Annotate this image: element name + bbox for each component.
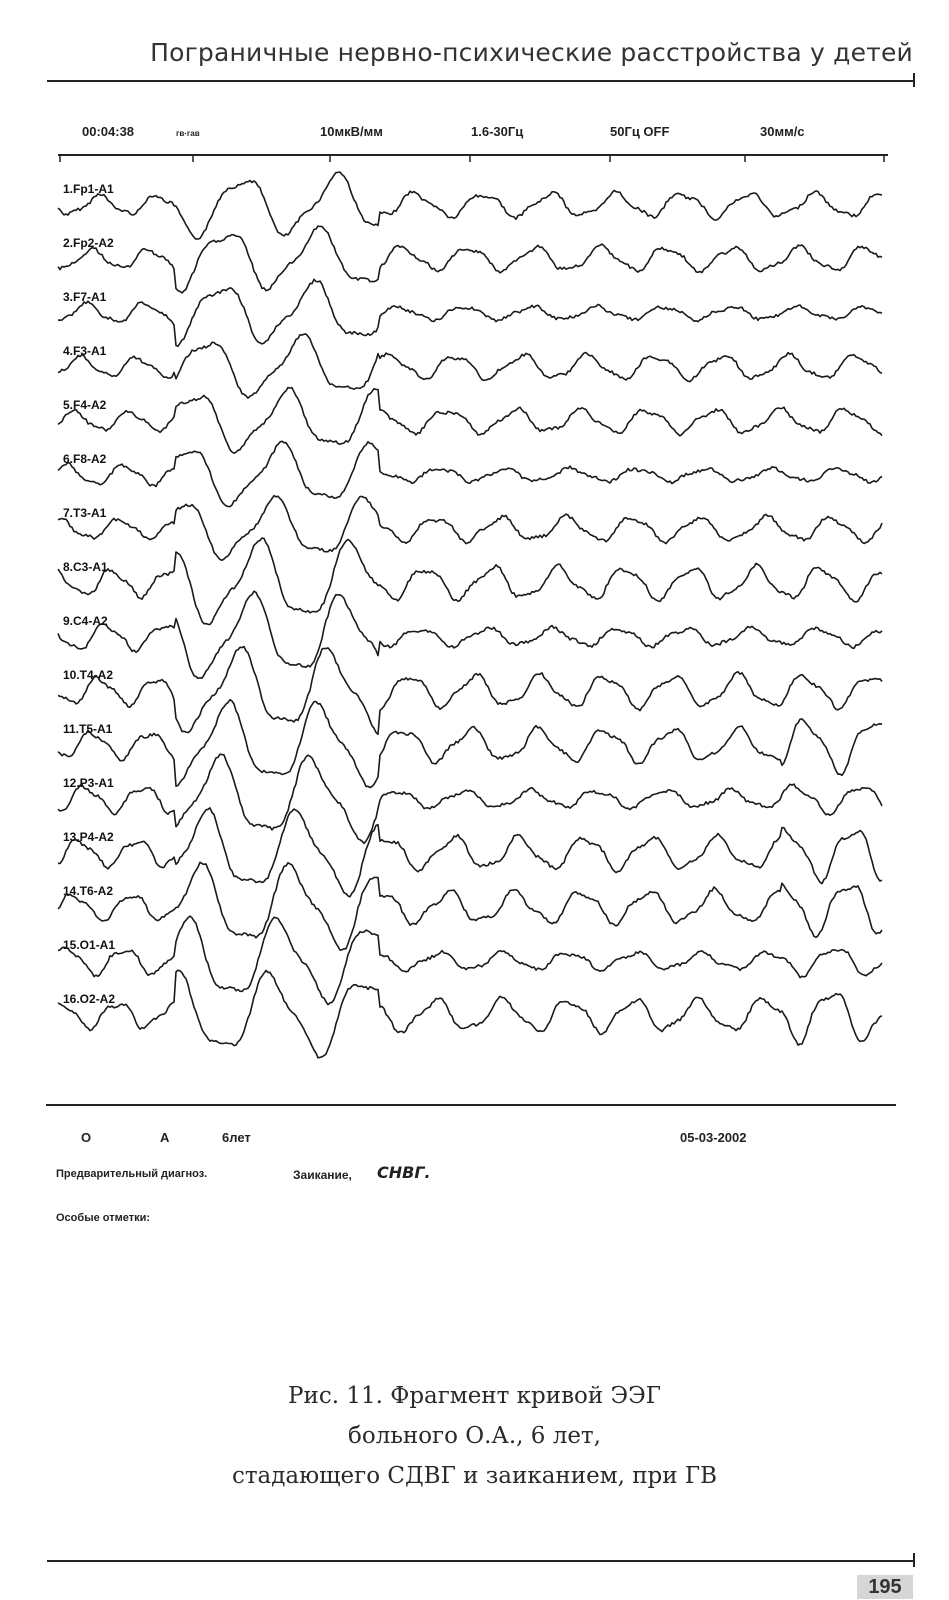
mark-age: 6лет (222, 1130, 251, 1145)
channel-label-11: 11.T5-A1 (63, 722, 113, 736)
eeg-time-ticks (60, 155, 884, 162)
eeg-trace-15 (58, 916, 882, 1005)
eeg-trace-13 (58, 808, 882, 897)
eeg-trace-10 (58, 647, 882, 735)
channel-label-4: 4.F3-A1 (63, 344, 107, 358)
mark-a: А (160, 1130, 170, 1145)
caption-line-3: стадающего СДВГ и заиканием, при ГВ (231, 1463, 718, 1489)
diagnosis-handwritten: СНВГ. (377, 1163, 431, 1182)
eeg-notch: 50Гц OFF (610, 124, 670, 139)
eeg-trace-3 (58, 279, 882, 346)
eeg-trace-4 (58, 334, 882, 398)
eeg-trace-16 (58, 970, 882, 1058)
eeg-mode: гв·гав (176, 129, 200, 138)
page-number: 195 (857, 1575, 913, 1599)
channel-label-16: 16.O2-A2 (63, 992, 116, 1006)
channel-label-10: 10.T4-A2 (63, 668, 114, 682)
eeg-filter: 1.6-30Гц (471, 124, 524, 139)
eeg-trace-14 (58, 862, 882, 950)
eeg-trace-5 (58, 388, 882, 454)
channel-label-14: 14.T6-A2 (63, 884, 114, 898)
footer-rule-tick (913, 1553, 915, 1567)
diagnosis-value: Заикание, (293, 1168, 352, 1182)
eeg-sensitivity: 10мкВ/мм (320, 124, 383, 139)
eeg-trace-11 (58, 700, 882, 788)
channel-label-12: 12.P3-A1 (63, 776, 114, 790)
channel-label-7: 7.T3-A1 (63, 506, 107, 520)
channel-label-8: 8.C3-A1 (63, 560, 108, 574)
record-date: 05-03-2002 (680, 1130, 747, 1145)
notes-label: Особые отметки: (56, 1212, 151, 1224)
eeg-trace-12 (58, 754, 882, 843)
eeg-trace-2 (58, 226, 882, 293)
footer-rule (47, 1560, 913, 1562)
mark-o: О (81, 1130, 92, 1145)
eeg-trace-1 (58, 172, 882, 239)
caption-line-2: больного О.А., 6 лет, (348, 1423, 601, 1449)
running-head: Пограничные нервно-психические расстройства у детей (150, 38, 913, 67)
eeg-speed: 30мм/с (760, 124, 805, 139)
diagnosis-label: Предварительный диагноз. (56, 1168, 208, 1180)
channel-label-5: 5.F4-A2 (63, 398, 107, 412)
eeg-trace-8 (58, 538, 882, 624)
channel-label-6: 6.F8-A2 (63, 452, 107, 466)
eeg-trace-9 (58, 591, 882, 678)
eeg-trace-7 (58, 496, 882, 561)
channel-label-9: 9.C4-A2 (63, 614, 108, 628)
eeg-trace-6 (58, 441, 882, 506)
channel-label-3: 3.F7-A1 (63, 290, 107, 304)
caption-line-1: Рис. 11. Фрагмент кривой ЭЭГ (288, 1383, 661, 1409)
eeg-time: 00:04:38 (82, 124, 135, 139)
channel-label-1: 1.Fp1-A1 (63, 182, 114, 196)
channel-label-15: 15.O1-A1 (63, 938, 116, 952)
eeg-traces (58, 172, 882, 1058)
channel-label-2: 2.Fp2-A2 (63, 236, 114, 250)
channel-label-13: 13.P4-A2 (63, 830, 114, 844)
